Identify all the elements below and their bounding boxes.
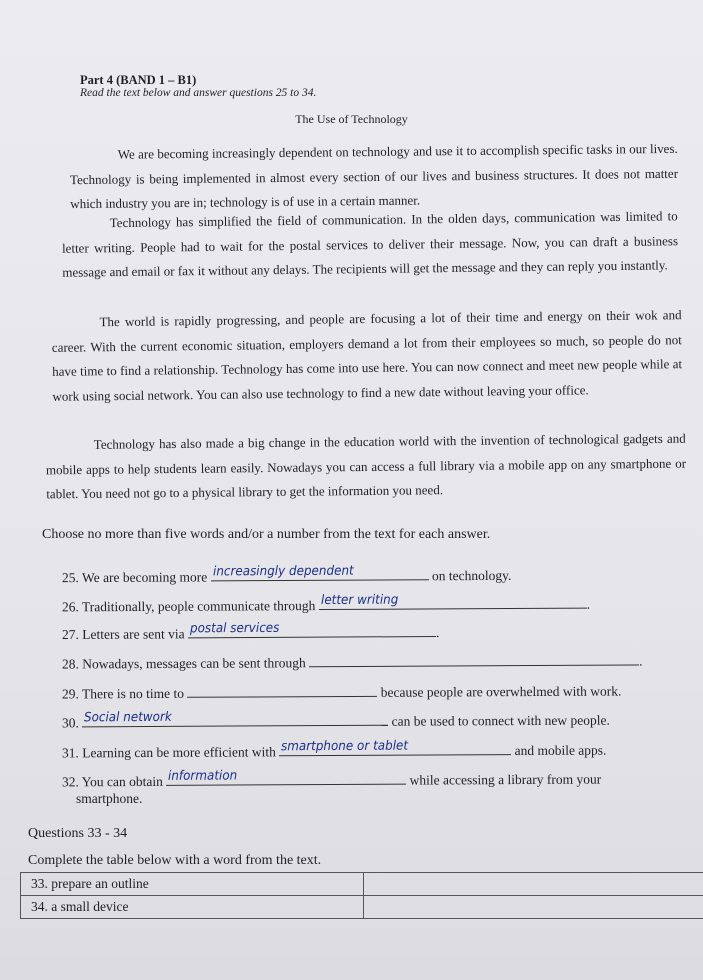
paragraph-2-text: Technology has simplified the field of communication. In the olden days, communication was limited to letter writing. People had to wait for the postal services to deliver their message. Now, you can draft a business message and email or fax it without any delays. The recipients will get the message and they can reply you instantly. (61, 208, 679, 280)
choose-instruction: Choose no more than five words and/or a number from the text for each answer. (42, 527, 491, 542)
paragraph-3 (51, 303, 682, 409)
paragraph-2 (62, 204, 679, 285)
question-30-suffix: can be used to connect with new people. (391, 712, 610, 729)
question-31-prompt: 31. Learning can be more efficient with (61, 744, 276, 761)
answer-30: Social network (84, 709, 173, 726)
passage-title: The Use of Technology (295, 112, 408, 126)
paragraph-4 (46, 427, 687, 507)
answer-blank-31[interactable] (279, 740, 511, 756)
answer-26: letter writing (320, 592, 399, 609)
answer-table (20, 872, 703, 919)
question-26-prompt: 26. Traditionally, people communicate through (61, 598, 316, 615)
question-26 (62, 594, 590, 616)
question-28 (62, 650, 643, 672)
table-answer-33[interactable] (364, 873, 703, 896)
answer-blank-30[interactable] (82, 711, 388, 728)
table-row (21, 896, 703, 919)
table-instruction: Complete the table below with a word from the text. (28, 853, 322, 868)
question-32-continuation: smartphone. (76, 791, 143, 806)
question-28-suffix: . (639, 653, 643, 669)
question-32-suffix: while accessing a library from your (409, 771, 602, 788)
answer-32: information (168, 768, 238, 784)
answer-blank-32[interactable] (166, 770, 406, 786)
question-29 (62, 681, 621, 703)
answer-blank-27[interactable] (188, 622, 436, 638)
paragraph-4-text: Technology has also made a big change in the education world with the invention of technological gadgets and mobile apps to help students learn easily. Nowadays you can access a full library via a mobile app on any smartphone or tablet. You need not go to a physical library to get the information you need. (45, 430, 687, 502)
paragraph-3-text: The world is rapidly progressing, and people are focusing a lot of their time and energy on their wok and career. With the current economic situation, employers demand a lot from their employees so much, so people do not have time to find a relationship. Technology has come into use here. You can now connect and meet new people while at work using social network. You can also use technology to find a new date without leaving your office. (51, 307, 683, 404)
question-30-prompt: 30. (61, 715, 79, 731)
table-row (21, 873, 703, 896)
table-answer-34[interactable] (364, 896, 703, 919)
table-prompt-34: 34. a small device (21, 896, 364, 919)
question-30 (62, 710, 610, 732)
table-prompt-33: 33. prepare an outline (21, 873, 364, 896)
answer-blank-29[interactable] (187, 682, 377, 698)
question-32-prompt: 32. You can obtain (61, 773, 163, 790)
answer-25: increasingly dependent (212, 563, 354, 580)
question-31-suffix: and mobile apps. (514, 742, 607, 759)
question-27-prompt: 27. Letters are sent via (61, 626, 185, 642)
question-29-suffix: because people are overwhelmed with work. (380, 683, 622, 700)
question-27 (62, 622, 439, 643)
reading-instruction: Read the text below and answer questions 25 to 34. (80, 87, 317, 99)
question-31 (62, 740, 606, 762)
section-heading-33-34: Questions 33 - 34 (28, 826, 128, 841)
part-heading: Part 4 (BAND 1 – B1) (80, 73, 197, 87)
answer-31: smartphone or tablet (281, 738, 409, 755)
question-25-prompt: 25. We are becoming more (61, 569, 208, 586)
question-32 (62, 769, 601, 791)
paragraph-1-text: We are becoming increasingly dependent on technology and use it to accomplish specific tasks in our lives. Technology is being implemented in almost every section of our lives and business structures. It does not matter which industry you are in; technology is of use in a certain manner. (69, 140, 679, 212)
question-28-prompt: 28. Nowadays, messages can be sent through (61, 655, 306, 672)
answer-blank-28[interactable] (309, 650, 639, 667)
question-29-prompt: 29. There is no time to (61, 685, 185, 702)
question-27-suffix: . (435, 625, 440, 641)
answer-blank-25[interactable] (211, 565, 429, 581)
answer-blank-26[interactable] (319, 594, 587, 610)
question-25-suffix: on technology. (431, 567, 512, 584)
answer-27: postal services (189, 620, 280, 637)
question-26-suffix: . (586, 596, 591, 612)
question-25 (62, 565, 511, 586)
